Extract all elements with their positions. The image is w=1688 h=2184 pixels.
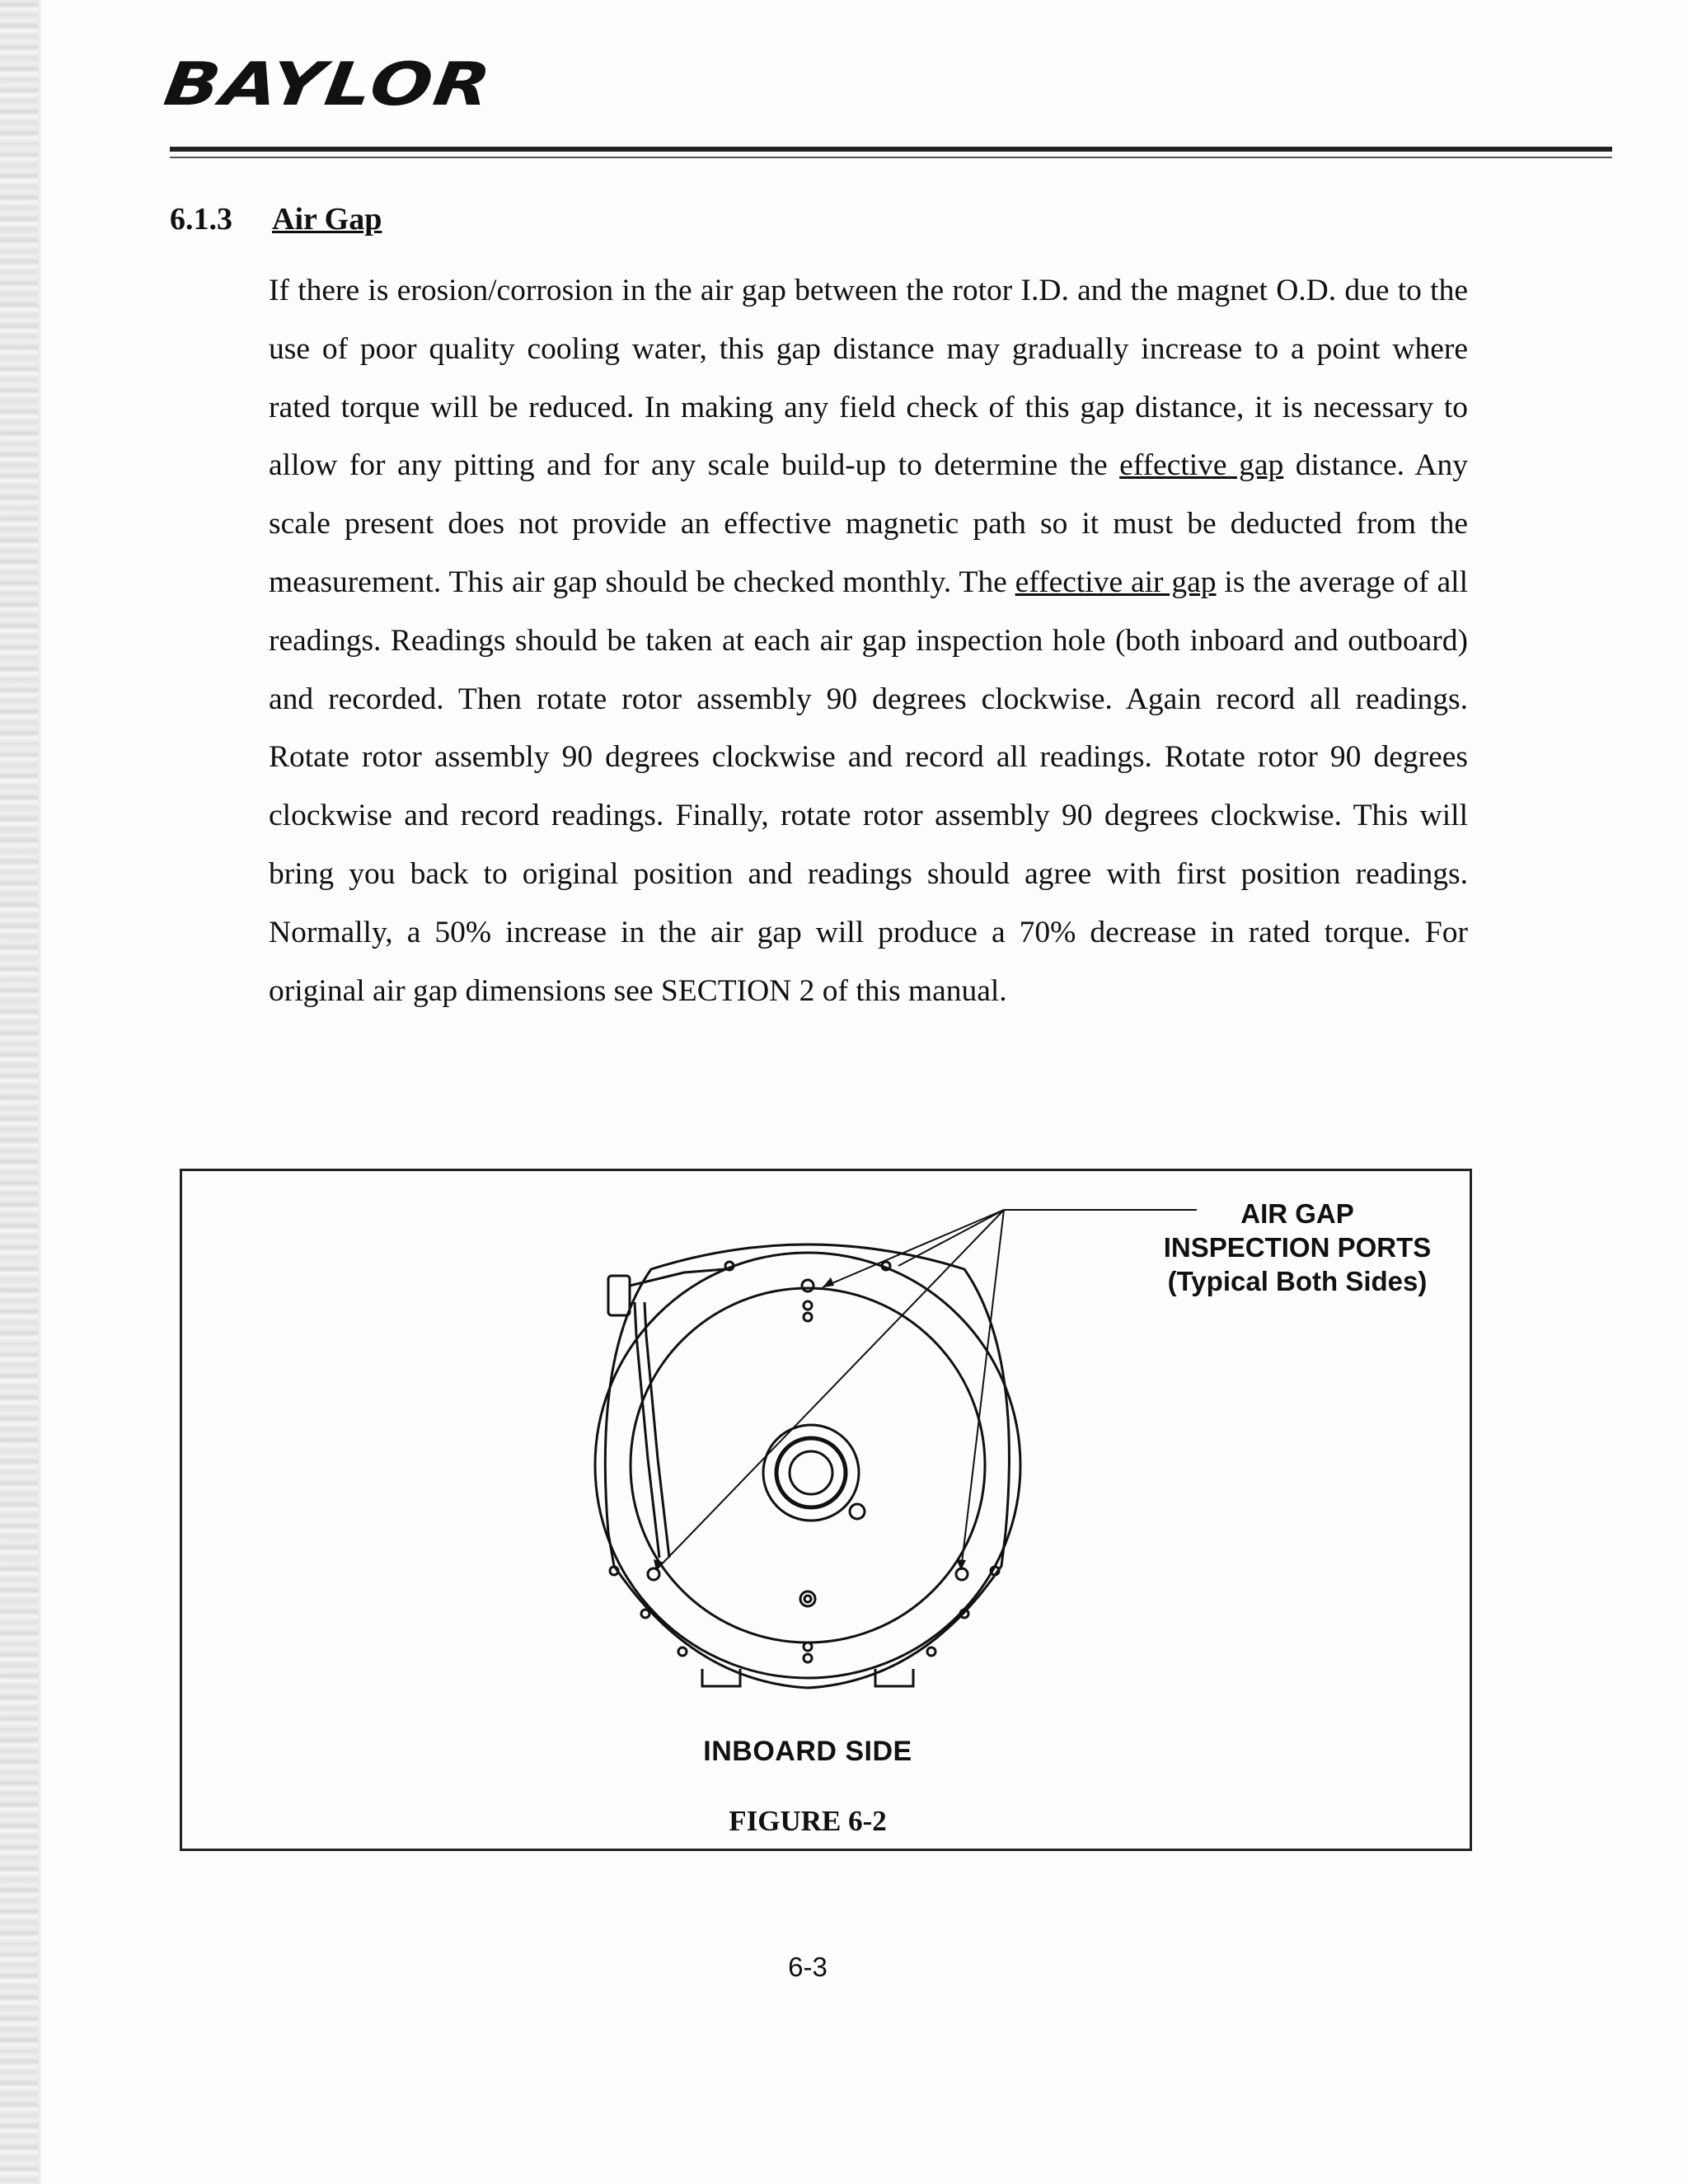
section-title: Air Gap xyxy=(272,202,382,237)
figure-caption: FIGURE 6-2 xyxy=(729,1805,887,1837)
lube-cup xyxy=(608,1276,630,1315)
baylor-logo: BAYLOR xyxy=(160,49,497,120)
term-effective-air-gap: effective air gap xyxy=(1015,565,1217,599)
term-effective-gap: effective gap xyxy=(1119,448,1284,483)
port-left xyxy=(648,1568,659,1580)
leader-to-top xyxy=(823,1210,1004,1287)
callout-line-3: (Typical Both Sides) xyxy=(1167,1266,1428,1296)
body-text-part1: If there is erosion/corrosion in the air gap between the rotor I.D. and the magnet O.D. due to the use of poor quality cooling water, this gap distance may gradually increase to a point where rated torque will be reduced. In making any field check of this gap distance, it is necessary to allow for any pitting and for any scale build-up to determine the xyxy=(269,274,1468,483)
body-text-part3: is the average of all readings. Readings should be taken at each air gap inspection hole (both inboard and outboard) and recorded. Then rotate rotor assembly 90 degrees clockwise. Again record all readings. Rotate rotor assembly 90 degrees clockwise and record all readings. Rotate rotor 90 degrees clockwise and record readings. Finally, rotate rotor assembly 90 degrees clockwise. This will bring you back to original position and readings should agree with first position readings. Normally, a 50% increase in the air gap will produce a 70% decrease in rated torque. For original air gap dimensions see SECTION 2 of this manual. xyxy=(269,565,1468,1008)
section-number: 6.1.3 xyxy=(170,202,232,237)
hub-bore xyxy=(790,1451,832,1494)
port-top xyxy=(802,1280,814,1291)
callout-line-2: INSPECTION PORTS xyxy=(1163,1232,1432,1263)
rotor-ring xyxy=(631,1288,985,1643)
body-text-part2: distance. Any scale present does not provide an effective magnetic path so it must be deducted from the measurement. This air gap should be checked monthly. The xyxy=(269,448,1468,599)
view-label: INBOARD SIDE xyxy=(703,1736,912,1767)
port-bottom xyxy=(800,1591,815,1606)
hub-middle xyxy=(776,1438,846,1507)
port-right xyxy=(956,1568,968,1580)
figure-callout xyxy=(1132,1197,1462,1298)
page-number: 6-3 xyxy=(788,1952,828,1982)
callout-line-1: AIR GAP xyxy=(1240,1198,1354,1229)
housing-outline xyxy=(605,1244,1009,1688)
